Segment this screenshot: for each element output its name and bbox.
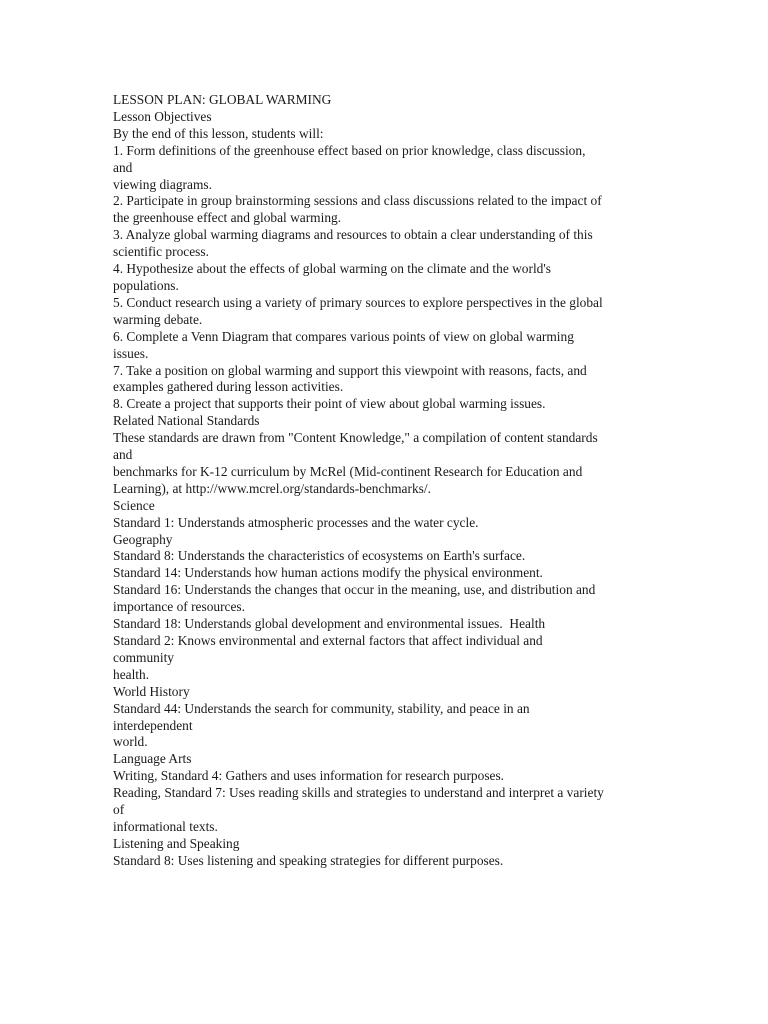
document-line: Standard 8: Uses listening and speaking strategies for different purposes. [113,852,504,868]
document-line: Geography [113,531,173,547]
document-line: Standard 14: Understands how human actions modify the physical environment. [113,565,543,581]
document-line: By the end of this lesson, students will: [113,125,324,141]
document-line: benchmarks for K-12 curriculum by McRel (Mid-continent Research for Education and [113,463,583,479]
document-line: Science [113,497,155,513]
document-line: and [113,159,133,175]
document-line: Language Arts [113,751,192,767]
document-line: health. [113,666,150,682]
document-line: Reading, Standard 7: Uses reading skills and strategies to understand and interpret a variety [113,785,604,801]
document-line: Listening and Speaking [113,835,240,851]
document-line: Lesson Objectives [113,108,212,124]
document-line: populations. [113,277,179,293]
document-line: examples gathered during lesson activities. [113,379,344,395]
document-line: These standards are drawn from "Content Knowledge," a compilation of content standards [113,430,598,446]
document-line: 3. Analyze global warming diagrams and resources to obtain a clear understanding of this [113,227,593,243]
document-line: and [113,447,133,463]
document-line: community [113,649,174,665]
document-line: of [113,802,125,818]
document-line: Related National Standards [113,413,260,429]
document-line: World History [113,683,190,699]
document-line: 2. Participate in group brainstorming sessions and class discussions related to the impact of [113,193,602,209]
document-line: Standard 2: Knows environmental and external factors that affect individual and [113,633,543,648]
document-line: Standard 1: Understands atmospheric processes and the water cycle. [113,514,479,530]
document-line: Learning), at http://www.mcrel.org/standards-benchmarks/. [113,480,431,496]
document-line: Standard 16: Understands the changes that occur in the meaning, use, and distribution and [113,582,596,598]
document-line: Standard 8: Understands the characteristics of ecosystems on Earth's surface. [113,548,526,564]
document-line: informational texts. [113,818,218,834]
document-line: 4. Hypothesize about the effects of global warming on the climate and the world's [113,261,551,277]
document-line: Standard 44: Understands the search for community, stability, and peace in an [113,700,530,716]
document-title: LESSON PLAN: GLOBAL WARMING [113,92,332,107]
document-line: Standard 18: Understands global development and environmental issues. Health [113,616,546,632]
document-line: 7. Take a position on global warming and support this viewpoint with reasons, facts, and [113,362,587,378]
document-line: world. [113,734,148,750]
document-body [113,109,658,870]
document-page [113,92,658,870]
document-line: 6. Complete a Venn Diagram that compares various points of view on global warming [113,328,574,344]
document-line: warming debate. [113,311,203,327]
document-line: issues. [113,345,149,361]
document-line: importance of resources. [113,599,245,615]
document-line: 5. Conduct research using a variety of primary sources to explore perspectives in the global [113,294,603,310]
document-line: 8. Create a project that supports their point of view about global warming issues. [113,396,546,412]
document-line: interdependent [113,717,193,733]
document-line: viewing diagrams. [113,176,212,192]
document-line: scientific process. [113,244,209,260]
document-line: the greenhouse effect and global warming. [113,210,342,226]
document-line: 1. Form definitions of the greenhouse effect based on prior knowledge, class discussion, [113,142,586,158]
document-line: Writing, Standard 4: Gathers and uses information for research purposes. [113,768,505,784]
